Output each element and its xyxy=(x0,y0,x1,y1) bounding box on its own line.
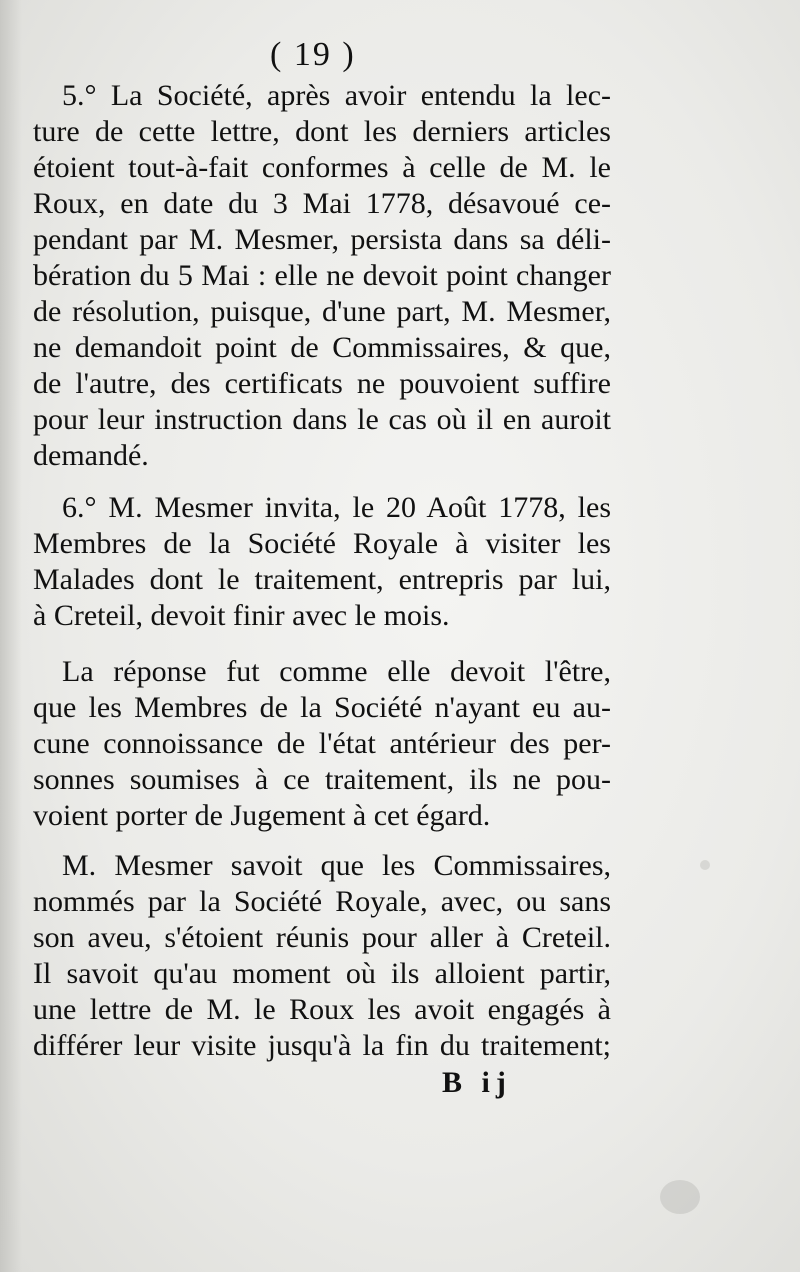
text-line: que les Membres de la Société n'ayant eu au- xyxy=(33,691,611,724)
text-line: Malades dont le traitement, entrepris par lui, xyxy=(33,563,611,596)
text-line: bération du 5 Mai : elle ne devoit point changer xyxy=(33,259,611,292)
text-line: de l'autre, des certificats ne pouvoient suffire xyxy=(33,367,611,400)
text-line: pendant par M. Mesmer, persista dans sa déli- xyxy=(33,223,611,256)
text-line: son aveu, s'étoient réunis pour aller à Creteil. xyxy=(33,921,611,954)
text-line: de résolution, puisque, d'une part, M. Mesmer, xyxy=(33,295,611,328)
text-line: ne demandoit point de Commissaires, & que, xyxy=(33,331,611,364)
text-line: différer leur visite jusqu'à la fin du traitement; xyxy=(33,1029,611,1062)
text-line: nommés par la Société Royale, avec, ou sans xyxy=(33,885,611,918)
text-line: pour leur instruction dans le cas où il en auroit xyxy=(33,403,611,436)
text-line: Membres de la Société Royale à visiter les xyxy=(33,527,611,560)
page-number: ( 19 ) xyxy=(270,36,356,73)
text-line: étoient tout-à-fait conformes à celle de M. le xyxy=(33,151,611,184)
text-line: cune connoissance de l'état antérieur des per- xyxy=(33,727,611,760)
text-line: Il savoit qu'au moment où ils alloient partir, xyxy=(33,957,611,990)
signature-mark: B ij xyxy=(442,1066,512,1099)
text-line: à Creteil, devoit finir avec le mois. xyxy=(33,599,450,632)
text-line: voient porter de Jugement à cet égard. xyxy=(33,799,491,832)
text-line: demandé. xyxy=(33,439,149,472)
text-line: M. Mesmer savoit que les Commissaires, xyxy=(62,849,611,882)
text-line: 6.° M. Mesmer invita, le 20 Août 1778, les xyxy=(62,491,611,524)
text-line: une lettre de M. le Roux les avoit engagés à xyxy=(33,993,611,1026)
text-line: La réponse fut comme elle devoit l'être, xyxy=(62,655,611,688)
text-line: 5.° La Société, après avoir entendu la lec- xyxy=(62,79,611,112)
text-line: Roux, en date du 3 Mai 1778, désavoué ce- xyxy=(33,187,611,220)
text-line: ture de cette lettre, dont les derniers articles xyxy=(33,115,611,148)
text-line: sonnes soumises à ce traitement, ils ne pou- xyxy=(33,763,611,796)
